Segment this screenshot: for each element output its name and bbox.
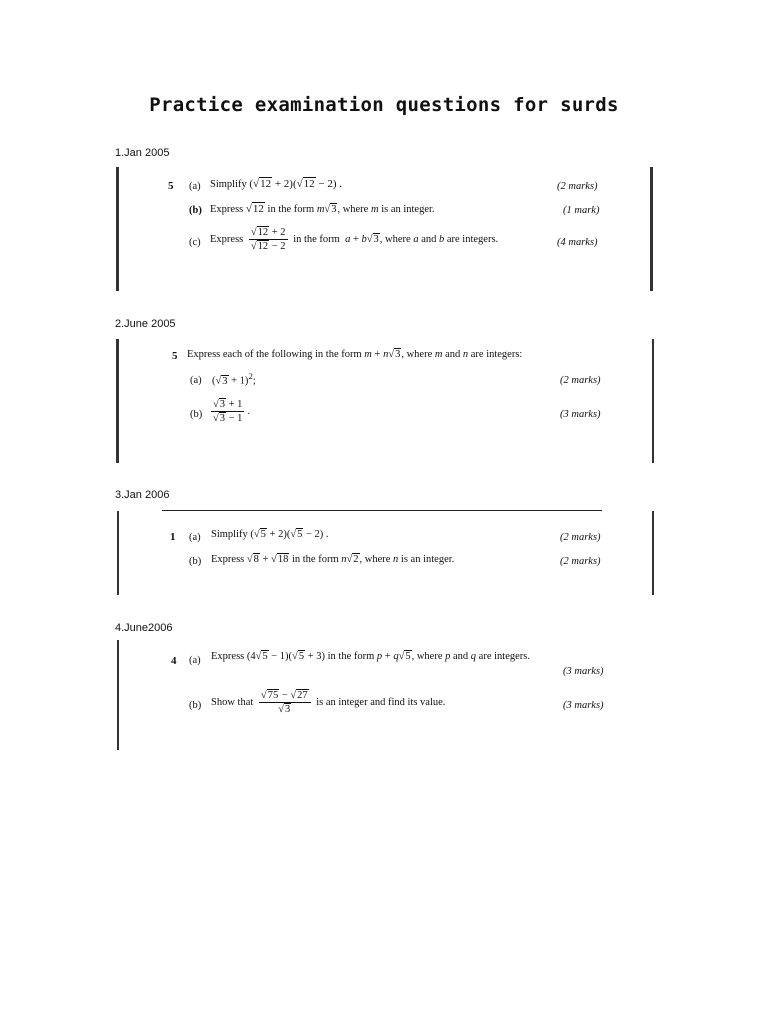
- math-expression: $(√3 + 1)^2$;: [212, 371, 256, 387]
- question-text: Express $\frac{√12 + 2}{√12 - 2}$ in the form a + b√3, where a and b are integers.: [210, 227, 499, 252]
- part-letter: (b): [189, 700, 202, 711]
- part-letter: (c): [189, 237, 201, 248]
- marks: (1 mark): [563, 205, 600, 216]
- marks: (2 marks): [560, 375, 601, 386]
- math-expression: (√12 + 2)(√12 − 2) .: [249, 178, 343, 190]
- question-text: Simplify (√5 + 2)(√5 − 2) .: [211, 529, 329, 540]
- page-title: Practice examination questions for surds: [149, 94, 619, 116]
- right-border: [652, 339, 654, 463]
- question-text: Simplify (√12 + 2)(√12 − 2) .: [210, 178, 343, 190]
- left-border: [117, 511, 119, 595]
- part-letter: (b): [189, 205, 202, 216]
- question-text: Express √8 + √18 in the form n√2, where n is an integer.: [211, 554, 455, 565]
- part-letter: (a): [189, 655, 201, 666]
- section-label-2: 2.June 2005: [115, 318, 176, 330]
- question-number: 1: [170, 531, 176, 543]
- marks: (2 marks): [557, 181, 598, 192]
- marks: (3 marks): [560, 409, 601, 420]
- question-text: Show that $\frac{√75 - √27}{√3}$ is an integer and find its value.: [211, 690, 446, 715]
- marks: (2 marks): [560, 556, 601, 567]
- marks: (2 marks): [560, 532, 601, 543]
- marks: (4 marks): [557, 237, 598, 248]
- section-label-4: 4.June2006: [115, 622, 173, 634]
- question-text: Express (4√5 − 1)(√5 + 3) in the form p + q√5, where p and q are integers.: [211, 651, 530, 662]
- section-label-1: 1.Jan 2005: [115, 147, 170, 159]
- left-border: [116, 167, 119, 291]
- part-letter: (b): [190, 409, 203, 420]
- divider: [162, 510, 602, 511]
- question-number: 4: [171, 655, 177, 667]
- marks: (3 marks): [563, 700, 604, 711]
- question-text: Express √12 in the form m√3, where m is an integer.: [210, 203, 435, 215]
- question-number: 5: [168, 180, 174, 192]
- right-border: [652, 511, 654, 595]
- section-label-3: 3.Jan 2006: [115, 489, 170, 501]
- math-expression: $\frac{√3 + 1}{√3 - 1}$ .: [213, 399, 251, 424]
- part-letter: (a): [189, 181, 201, 192]
- right-border: [650, 167, 653, 291]
- question-intro: Express each of the following in the form m + n√3, where m and n are integers:: [187, 349, 523, 360]
- part-letter: (a): [190, 375, 202, 386]
- question-number: 5: [172, 350, 178, 362]
- marks: (3 marks): [563, 666, 604, 677]
- left-border: [116, 339, 119, 463]
- part-letter: (a): [189, 532, 201, 543]
- left-border: [117, 640, 119, 750]
- part-letter: (b): [189, 556, 202, 567]
